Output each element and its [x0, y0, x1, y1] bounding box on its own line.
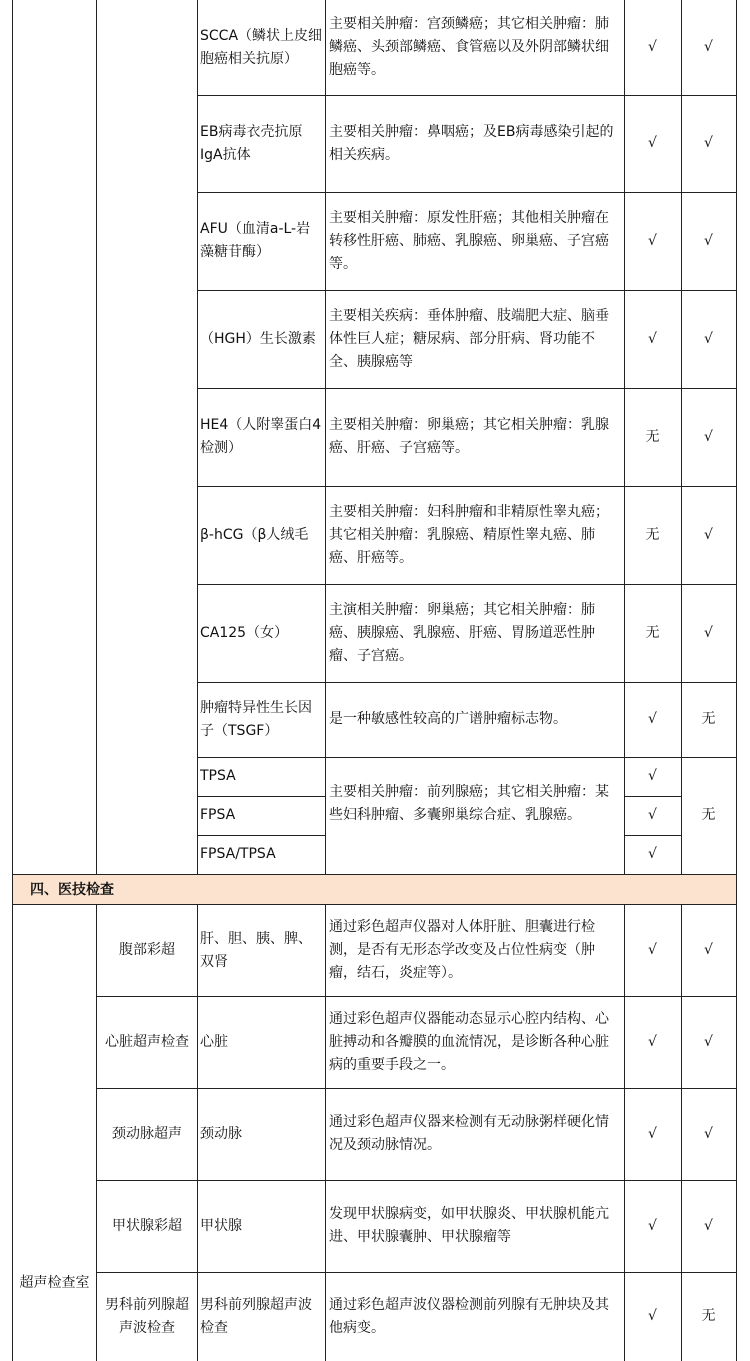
female-applicable: √ [704, 1217, 713, 1234]
male-applicable: √ [648, 846, 657, 862]
male-applicable: √ [648, 1125, 657, 1142]
grid-line [624, 796, 681, 797]
grid-line [681, 904, 682, 1361]
exam-item: 腹部彩超 [119, 942, 175, 958]
exam-item: 甲状腺彩超 [112, 1217, 182, 1234]
female-applicable: √ [704, 330, 713, 347]
grid-line [197, 584, 737, 585]
female-applicable: √ [704, 1033, 713, 1050]
test-description-cell [325, 388, 624, 486]
grid-line [197, 835, 325, 836]
test-description: 主要相关疾病：垂体肿瘤、肢端肥大症、脑垂体性巨人症；糖尿病、部分肝病、肾功能不全、胰腺癌等 [329, 307, 609, 370]
female-applicable: √ [704, 526, 713, 543]
exam-organs: 甲状腺 [200, 1217, 242, 1234]
section-title: 四、医技检查 [30, 882, 114, 898]
test-name-cell [197, 584, 325, 682]
exam-item: 颈动脉超声 [112, 1125, 182, 1142]
grid-line [197, 388, 737, 389]
test-description: 主演相关肿瘤：卵巢癌；其它相关肿瘤：肺癌、胰腺癌、乳腺癌、肝癌、胃肠道恶性肿瘤、子宫癌。 [329, 601, 595, 664]
test-name: （HGH）生长激素 [200, 330, 316, 347]
test-description: 主要相关肿瘤：鼻咽癌；及EB病毒感染引起的相关疾病。 [329, 123, 614, 163]
grid-line [197, 796, 325, 797]
female-applicable: 无 [701, 711, 716, 727]
test-description: 主要相关肿瘤：宫颈鳞癌；其它相关肿瘤：肺鳞癌、头颈部鳞癌、食管癌以及外阴部鳞状细胞癌等。 [329, 16, 609, 78]
grid-line [12, 874, 737, 875]
psa-description: 主要相关肿瘤：前列腺癌；其它相关肿瘤：某些妇科肿瘤、多囊卵巢综合症、乳腺癌。 [329, 784, 609, 823]
male-applicable: √ [648, 711, 657, 727]
male-applicable: √ [648, 39, 657, 55]
test-name-cell [197, 95, 325, 192]
test-name-cell [197, 192, 325, 290]
test-description: 主要相关肿瘤：卵巢癌；其它相关肿瘤：乳腺癌、肝癌、子宫癌等。 [329, 417, 609, 456]
exam-description: 发现甲状腺病变，如甲状腺炎、甲状腺机能亢进、甲状腺囊肿、甲状腺瘤等 [329, 1206, 609, 1245]
female-applicable: √ [704, 624, 713, 641]
grid-line [624, 904, 625, 1361]
male-applicable: √ [648, 942, 657, 958]
test-name: HE4（人附睾蛋白4检测） [200, 417, 322, 456]
grid-line [197, 682, 737, 683]
female-applicable: √ [704, 39, 713, 55]
female-applicable: √ [704, 1125, 713, 1142]
test-name: CA125（女） [200, 624, 289, 641]
male-applicable: √ [648, 135, 657, 151]
male-applicable: 无 [645, 624, 660, 641]
male-applicable: √ [648, 807, 657, 823]
male-applicable: √ [648, 1217, 657, 1234]
exam-organs: 心脏 [200, 1033, 228, 1050]
female-applicable: √ [704, 232, 713, 249]
test-description-cell [325, 584, 624, 682]
test-name: AFU（血清a-L-岩藻糖苷酶） [200, 221, 311, 260]
grid-line [12, 904, 13, 1361]
grid-line [96, 1088, 737, 1089]
grid-line [96, 0, 97, 875]
grid-line [12, 874, 13, 905]
exam-description: 通过彩色超声仪器来检测有无动脉粥样硬化情况及颈动脉情况。 [329, 1114, 609, 1153]
test-name-cell [197, 290, 325, 388]
grid-line [736, 904, 737, 1361]
section-header [12, 875, 736, 905]
grid-line [681, 0, 682, 875]
test-description-cell [325, 290, 624, 388]
psa-item-name: FPSA/TPSA [200, 846, 276, 862]
grid-line [197, 290, 737, 291]
male-applicable: √ [648, 1033, 657, 1050]
exam-item: 男科前列腺超声波检查 [105, 1296, 189, 1336]
male-applicable: √ [648, 330, 657, 347]
female-applicable: √ [704, 135, 713, 151]
psa-item-name: FPSA [200, 807, 236, 823]
test-name: 肿瘤特异性生长因子（TSGF） [200, 699, 312, 739]
exam-description: 通过彩色超声仪器对人体肝脏、胆囊进行检测，是否有无形态学改变及占位性病变（肿瘤，结石，炎症等）。 [329, 919, 595, 981]
exam-organs: 男科前列腺超声波检查 [200, 1296, 312, 1336]
grid-line [197, 904, 198, 1361]
test-name-cell [197, 388, 325, 486]
female-applicable: 无 [701, 1308, 716, 1324]
test-name-cell [197, 0, 325, 95]
male-applicable: 无 [645, 428, 660, 445]
grid-line [96, 904, 97, 1361]
grid-line [12, 904, 737, 905]
grid-line [325, 904, 326, 1361]
exam-description: 通过彩色超声波仪器检测前列腺有无肿块及其他病变。 [329, 1296, 609, 1336]
grid-line [325, 0, 326, 875]
test-name: β-hCG（β人绒毛 [200, 526, 309, 543]
male-applicable: √ [648, 768, 657, 784]
grid-line [12, 0, 13, 875]
male-applicable: √ [648, 1308, 657, 1324]
test-name: SCCA（鳞状上皮细胞癌相关抗原） [200, 27, 323, 67]
test-name-cell [197, 486, 325, 584]
grid-line [624, 835, 681, 836]
grid-line [197, 0, 198, 875]
test-description: 主要相关肿瘤：原发性肝癌；其他相关肿瘤在转移性肝癌、肺癌、乳腺癌、卵巢癌、子宫癌等。 [329, 209, 609, 272]
test-name: EB病毒衣壳抗原IgA抗体 [200, 123, 303, 163]
exam-organs: 肝、胆、胰、脾、双肾 [200, 930, 312, 970]
test-description-cell [325, 0, 624, 95]
test-description-cell [325, 95, 624, 192]
grid-line [197, 95, 737, 96]
grid-line [197, 486, 737, 487]
department-name: 超声检查室 [19, 1275, 90, 1291]
psa-item-name: TPSA [200, 768, 236, 784]
female-applicable: √ [704, 428, 713, 445]
grid-line [96, 1180, 737, 1181]
grid-line [197, 192, 737, 193]
test-description: 主要相关肿瘤：妇科肿瘤和非精原性睾丸癌；其它相关肿瘤：乳腺癌、精原性睾丸癌、肺癌、肝癌等。 [329, 503, 609, 566]
male-applicable: 无 [645, 526, 660, 543]
grid-line [624, 0, 625, 875]
exam-item: 心脏超声检查 [105, 1033, 189, 1050]
test-name-cell [197, 682, 325, 757]
female-applicable: √ [704, 942, 713, 958]
test-description: 是一种敏感性较高的广谱肿瘤标志物。 [329, 711, 567, 727]
grid-line [197, 757, 737, 758]
grid-line [736, 874, 737, 905]
test-description-cell [325, 486, 624, 584]
department-cell [12, 905, 97, 1361]
test-description-cell [325, 682, 624, 757]
exam-description: 通过彩色超声仪器能动态显示心腔内结构、心脏搏动和各瓣膜的血流情况，是诊断各种心脏病的重要手段之一。 [329, 1010, 609, 1073]
test-description-cell [325, 192, 624, 290]
grid-line [96, 996, 737, 997]
grid-line [96, 1272, 737, 1273]
female-applicable: 无 [701, 807, 716, 823]
male-applicable: √ [648, 232, 657, 249]
exam-organs: 颈动脉 [200, 1125, 242, 1142]
grid-line [736, 0, 737, 875]
